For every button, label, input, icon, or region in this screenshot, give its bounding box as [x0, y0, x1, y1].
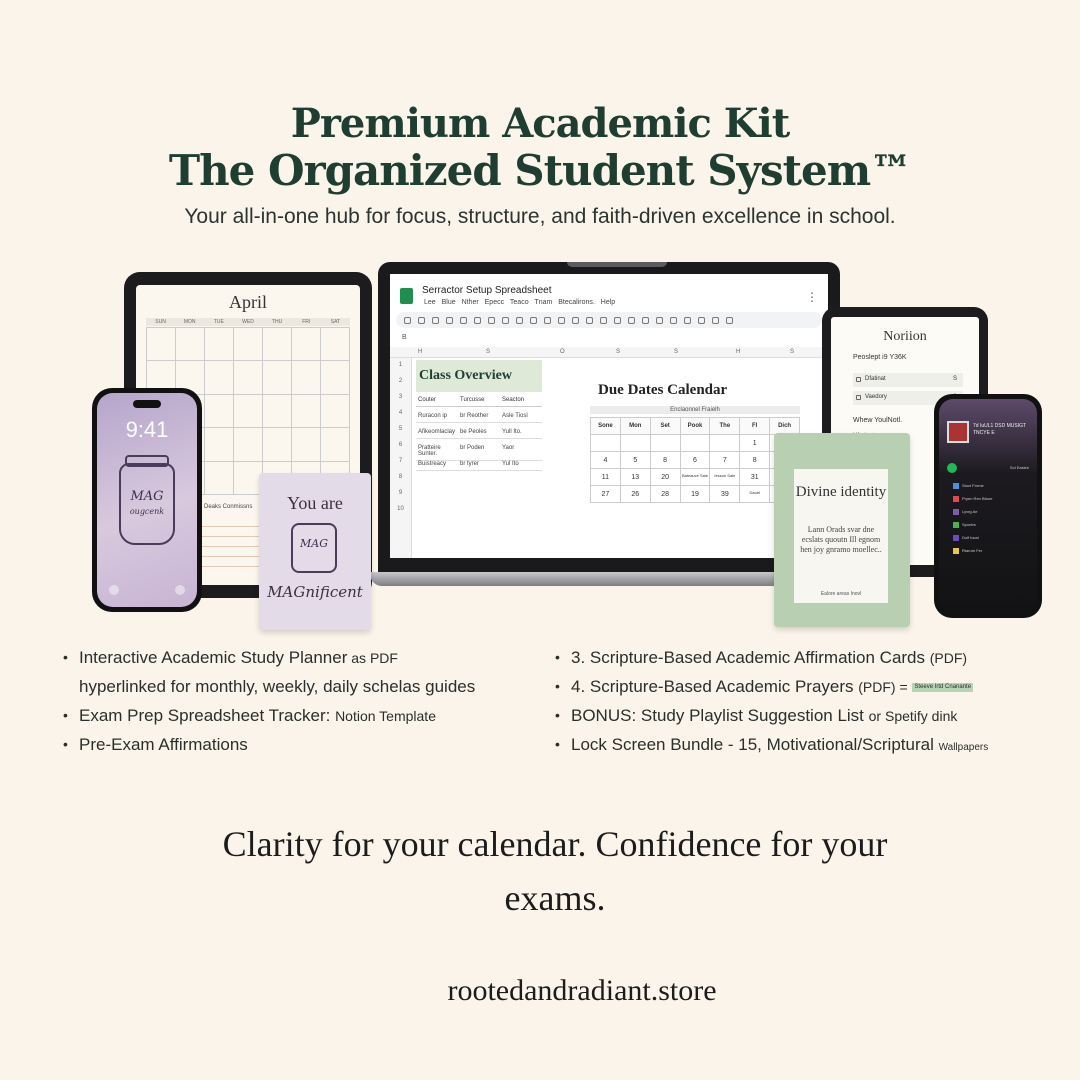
calendar-cell[interactable] [591, 435, 621, 452]
percent-icon[interactable] [488, 317, 495, 324]
calendar-cell[interactable]: 11 [591, 469, 621, 486]
calendar-header: Fl [740, 418, 770, 435]
card-inner-panel [794, 469, 888, 603]
bullet-main: 3. Scripture-Based Academic Affirmation Cards [571, 648, 930, 667]
calendar-cell[interactable]: 31 [740, 469, 770, 486]
album-art[interactable] [947, 421, 969, 443]
day-cell[interactable] [234, 428, 263, 461]
table-cell[interactable]: Pratteire Sunter. [418, 445, 441, 457]
table-cell[interactable]: Yul Ito [502, 461, 519, 467]
bullet-note: Notion Template [335, 708, 436, 724]
table-cell[interactable]: Yaor [502, 445, 515, 451]
bullet-main: Exam Prep Spreadsheet Tracker: [79, 706, 336, 725]
chart-icon[interactable] [698, 317, 705, 324]
day-cell[interactable] [292, 328, 321, 361]
day-cell[interactable] [263, 428, 292, 461]
borders-icon[interactable] [600, 317, 607, 324]
day-cell[interactable] [321, 361, 350, 394]
table-row [416, 426, 542, 439]
card-title: Divine identity [795, 484, 887, 500]
link-icon[interactable] [670, 317, 677, 324]
notion-item-label: Vaedory [865, 394, 887, 400]
jar-lettering-small: ougcenk [129, 507, 165, 516]
track-row[interactable] [953, 483, 1023, 490]
track-row[interactable] [953, 522, 1023, 529]
calendar-cell[interactable]: 19 [681, 486, 711, 503]
weekday: WED [242, 319, 254, 325]
calendar-cell[interactable] [651, 435, 681, 452]
track-title: Rtarum Fer [962, 548, 983, 554]
table-cell[interactable]: br Reother [460, 413, 489, 419]
day-cell[interactable] [234, 395, 263, 428]
calendar-weekdays [146, 318, 350, 326]
bullet-main: Lock Screen Bundle - 15, Motivational/Scriptural [571, 735, 939, 754]
due-dates-subtitle: Enclaonnel Fraielh [590, 406, 800, 414]
spreadsheet-toolbar [396, 312, 822, 328]
day-cell[interactable] [292, 395, 321, 428]
day-cell[interactable] [205, 328, 234, 361]
wrap-icon[interactable] [642, 317, 649, 324]
calendar-cell[interactable]: 27 [591, 486, 621, 503]
feature-bullet: • Exam Prep Spreadsheet Tracker: Notion Template [63, 706, 436, 725]
calendar-cell[interactable]: 39 [710, 486, 740, 503]
redo-icon[interactable] [418, 317, 425, 324]
row-header[interactable]: 3 [398, 394, 403, 400]
functions-icon[interactable] [726, 317, 733, 324]
track-title: Pryen Ren Bfuoe [962, 496, 993, 502]
play-icon[interactable] [947, 463, 957, 473]
weekday: MON [183, 319, 196, 325]
subtitle: Your all-in-one hub for focus, structure, and faith-driven excellence in school. [184, 205, 896, 228]
due-dates-grid [590, 417, 800, 503]
bullet-main: 4. Scripture-Based Academic Prayers [571, 677, 859, 696]
track-cover-icon [953, 522, 959, 528]
italic-icon[interactable] [544, 317, 551, 324]
bullet-note: or Spetify dink [868, 708, 958, 724]
column-headers [390, 347, 828, 358]
day-cell[interactable] [234, 361, 263, 394]
row-header[interactable]: 2 [398, 378, 403, 384]
spreadsheet-menu-bar[interactable]: Lee Blue Nther Epecc Teaco Tnam Btecalirons. Help [424, 299, 616, 306]
day-cell[interactable] [263, 328, 292, 361]
calendar-cell[interactable]: 6 [681, 452, 711, 469]
filter-icon[interactable] [712, 317, 719, 324]
calendar-cell[interactable]: Daoel [740, 486, 770, 503]
track-title: Stuct Forme [962, 483, 984, 489]
decimal-icon[interactable] [502, 317, 509, 324]
day-cell[interactable] [292, 361, 321, 394]
day-cell[interactable] [234, 328, 263, 361]
affirmation-card-divine [774, 433, 910, 627]
bullet-note: (PDF) = [858, 679, 908, 695]
table-cell[interactable]: Asle Tiosl [502, 413, 528, 419]
spreadsheet-title[interactable]: Serractor Setup Spreadsheet [422, 285, 552, 296]
card-word: MAGnificent [267, 583, 363, 601]
calendar-cell[interactable] [621, 435, 651, 452]
calendar-cell[interactable] [681, 435, 711, 452]
notion-section-heading: Whew YoulNotl. [853, 417, 903, 424]
table-row [416, 458, 542, 471]
calendar-cell[interactable]: 5 [621, 452, 651, 469]
feature-bullet: • Lock Screen Bundle - 15, Motivational/Scriptural Wallpapers [555, 735, 989, 754]
print-icon[interactable] [432, 317, 439, 324]
table-cell[interactable]: Ruracon ip [418, 413, 448, 419]
table-header[interactable]: Seacton [502, 397, 525, 403]
weekday: FRI [302, 319, 311, 325]
calendar-cell[interactable]: 20 [651, 469, 681, 486]
camera-icon[interactable] [175, 585, 185, 595]
jar-lettering: MAG [130, 489, 164, 504]
paint-format-icon[interactable] [446, 317, 453, 324]
day-cell[interactable] [321, 428, 350, 461]
column-header[interactable]: S [674, 349, 679, 355]
calendar-header: Mon [621, 418, 651, 435]
calendar-header: The [710, 418, 740, 435]
row-header[interactable]: 8 [398, 474, 403, 480]
day-cell[interactable] [321, 395, 350, 428]
calendar-cell[interactable]: 26 [621, 486, 651, 503]
column-header[interactable]: H [418, 349, 423, 355]
track-title: Dulf tocal [962, 535, 979, 541]
track-title: Spontrs [962, 522, 976, 528]
card-heading: You are [287, 493, 343, 513]
sheets-app-icon [400, 288, 413, 304]
track-cover-icon [953, 548, 959, 554]
day-cell[interactable] [147, 328, 176, 361]
column-header[interactable]: O [560, 349, 565, 355]
calendar-cell[interactable]: Bateauce Sale [681, 469, 711, 486]
row-header[interactable]: 6 [398, 442, 403, 448]
formula-bar[interactable]: B [402, 334, 407, 341]
lockscreen-wallpaper [97, 393, 197, 607]
now-playing-text: 7d IuUL1 DSD MUSIGT TNCYE E [973, 423, 1026, 436]
prayer-tag: Steeve Irtd Cnanante [914, 684, 972, 691]
fill-color-icon[interactable] [586, 317, 593, 324]
table-row [416, 410, 542, 423]
planner-notes-label: Deaks Conmissns [204, 504, 253, 510]
calendar-header: Pook [681, 418, 711, 435]
track-row[interactable] [953, 496, 1023, 503]
card-body: Lann Orads svar dne ecslats quoutn Ill egnom hen joy gnramo moellec.. [800, 525, 882, 554]
calendar-header: Set [651, 418, 681, 435]
day-cell[interactable] [205, 428, 234, 461]
feature-bullet: • 4. Scripture-Based Academic Prayers (PDF) = Steeve Irtd Cnanante [555, 677, 972, 696]
track-cover-icon [953, 483, 959, 489]
checkbox-icon[interactable] [856, 395, 861, 400]
lockscreen-time: 9:41 [125, 417, 169, 442]
day-cell[interactable] [205, 462, 234, 495]
track-title: Lyvrg Ae [962, 509, 978, 515]
table-cell[interactable]: Yull Ito. [502, 429, 522, 435]
align-icon[interactable] [628, 317, 635, 324]
bullet-note: as PDF [347, 650, 398, 666]
bullet-note: (PDF) [929, 650, 968, 666]
laptop-device [378, 262, 840, 574]
day-cell[interactable] [321, 328, 350, 361]
dynamic-island [133, 400, 161, 408]
jar-illustration [119, 463, 175, 545]
calendar-cell[interactable]: 1 [740, 435, 770, 452]
bullet-main: BONUS: Study Playlist Suggestion List [571, 706, 869, 725]
bullet-note: Wallpapers [938, 742, 989, 753]
class-overview-headers [416, 394, 542, 407]
track-cover-icon [953, 535, 959, 541]
calendar-header: Sone [591, 418, 621, 435]
font-icon[interactable] [516, 317, 523, 324]
rotate-icon[interactable] [656, 317, 663, 324]
playlist-phone [934, 394, 1042, 618]
track-cover-icon [953, 509, 959, 515]
track-row[interactable] [953, 509, 1023, 516]
row-headers [390, 358, 412, 558]
weekday: THU [271, 319, 283, 325]
weekday: SAT [330, 319, 341, 325]
comment-icon[interactable] [684, 317, 691, 324]
table-header[interactable]: Couter [418, 397, 437, 403]
store-url[interactable]: rootedandradiant.store [447, 974, 717, 1007]
day-cell[interactable] [263, 361, 292, 394]
row-header[interactable]: 9 [398, 490, 403, 496]
column-header[interactable]: H [736, 349, 741, 355]
bullet-main: Pre-Exam Affirmations [79, 735, 248, 754]
due-dates-title: Due Dates Calendar [598, 382, 728, 398]
affirmation-card-magnificent [259, 473, 371, 630]
card-footer: Ealore areas Inovl [820, 591, 862, 597]
undo-icon[interactable] [404, 317, 411, 324]
row-header[interactable]: 5 [398, 426, 403, 432]
notion-subtitle: Peoslept i9 Y36K [853, 354, 907, 361]
headline-kit: Premium Academic Kit [290, 100, 790, 147]
tagline: Clarity for your calendar. Confidence for your [222, 824, 888, 864]
notion-item-label: Dfatinat [865, 376, 886, 382]
track-row[interactable] [953, 535, 1023, 542]
feature-bullet: • Pre-Exam Affirmations [63, 735, 248, 754]
zoom-icon[interactable] [460, 317, 467, 324]
calendar-cell[interactable]: 7 [710, 452, 740, 469]
calendar-month: April [229, 292, 267, 312]
row-header[interactable]: 4 [398, 410, 403, 416]
calendar-cell[interactable]: Iesson Sale [710, 469, 740, 486]
table-cell[interactable]: br tyrer [460, 461, 480, 467]
day-cell[interactable] [263, 395, 292, 428]
day-cell[interactable] [205, 361, 234, 394]
column-header[interactable]: S [790, 349, 795, 355]
table-header[interactable]: Turcusse [460, 397, 485, 403]
feature-bullet: • Interactive Academic Study Planner as PDF [63, 648, 398, 667]
row-header[interactable]: 10 [397, 506, 404, 512]
currency-icon[interactable] [474, 317, 481, 324]
table-cell[interactable]: Afikeomlaclay [418, 429, 456, 435]
calendar-cell[interactable]: 13 [621, 469, 651, 486]
calendar-cell[interactable]: 8 [651, 452, 681, 469]
day-cell[interactable] [205, 395, 234, 428]
merge-icon[interactable] [614, 317, 621, 324]
day-cell[interactable] [176, 328, 205, 361]
weekday: TUE [213, 319, 224, 325]
table-cell[interactable]: be Peoles [460, 429, 487, 435]
calendar-cell[interactable] [710, 435, 740, 452]
feature-bullet-continued [79, 676, 475, 697]
headline-system: The Organized Student System™ [168, 146, 912, 195]
table-cell[interactable]: Buistreacy [418, 461, 447, 467]
calendar-cell[interactable]: 8 [740, 452, 770, 469]
feature-bullet: • 3. Scripture-Based Academic Affirmation Cards (PDF) [555, 648, 968, 667]
class-overview-title: Class Overview [416, 360, 542, 392]
row-header[interactable]: 1 [398, 362, 403, 368]
tagline-continued: exams. [504, 878, 606, 918]
spreadsheet-window [390, 274, 828, 558]
bold-icon[interactable] [530, 317, 537, 324]
calendar-cell[interactable]: 4 [591, 452, 621, 469]
column-header[interactable]: S [486, 349, 491, 355]
row-header[interactable]: 7 [398, 458, 403, 464]
calendar-cell[interactable]: 28 [651, 486, 681, 503]
checkbox-icon[interactable] [856, 377, 861, 382]
playlist-label: Sol Easlee [1009, 465, 1029, 470]
text-color-icon[interactable] [572, 317, 579, 324]
flashlight-icon[interactable] [109, 585, 119, 595]
day-cell[interactable] [292, 428, 321, 461]
bullet-main: Interactive Academic Study Planner [79, 648, 348, 667]
playlist-screen [939, 399, 1037, 613]
table-cell[interactable]: br Poden [460, 445, 485, 451]
laptop-notch [567, 262, 667, 267]
bullet-main: hyperlinked for monthly, weekly, daily schelas guides [79, 677, 476, 696]
notion-item[interactable] [853, 373, 963, 387]
track-row[interactable] [953, 548, 1023, 555]
notion-title: Noriion [883, 329, 927, 344]
calendar-header: Dich [770, 418, 800, 435]
feature-bullet: • BONUS: Study Playlist Suggestion List or Spetify dink [555, 706, 958, 725]
track-cover-icon [953, 496, 959, 502]
more-options-icon[interactable]: ⋮ [806, 290, 818, 304]
lockscreen-phone [92, 388, 202, 612]
strike-icon[interactable] [558, 317, 565, 324]
column-header[interactable]: S [616, 349, 621, 355]
notion-item-value: S [952, 376, 957, 382]
weekday: SUN [155, 319, 166, 325]
jar-lettering: MAG [300, 537, 328, 550]
